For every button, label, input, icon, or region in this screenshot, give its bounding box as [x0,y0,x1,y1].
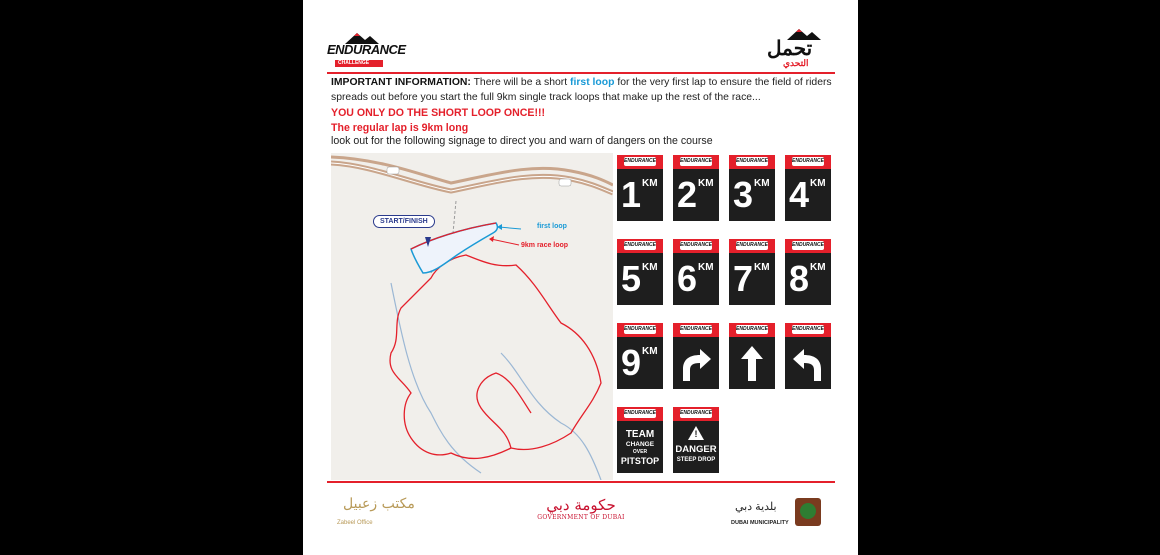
sign-badge: ENDURANCE [736,242,768,248]
sign-badge: ENDURANCE [624,326,656,332]
gov-english: GOVERNMENT OF DUBAI [537,514,625,521]
team-sign-line: PITSTOP [620,456,660,466]
poster-page [303,0,858,555]
km-marker-sign [785,155,831,221]
km-number: 7 [733,258,754,299]
signage-grid [617,153,847,480]
info-lead: IMPORTANT INFORMATION: [331,77,471,88]
km-unit: KM [642,262,658,273]
straight-arrow-icon [734,343,770,388]
start-finish-label: START/FINISH [373,215,435,228]
government-of-dubai-logo [531,496,631,532]
endurance-logo [327,30,406,70]
km-unit: KM [810,262,826,273]
km-unit: KM [642,178,658,189]
team-pitstop-sign [617,407,663,473]
km-marker-sign [729,155,775,221]
important-info [331,76,841,105]
team-sign-line: CHANGE [625,441,655,448]
first-loop-highlight: first loop [570,77,615,88]
sign-badge: ENDURANCE [792,242,824,248]
sign-badge: ENDURANCE [736,158,768,164]
km-unit: KM [810,178,826,189]
gov-arabic: حكومة دبي [546,496,616,514]
sign-badge: ENDURANCE [680,242,712,248]
header-divider [327,72,835,74]
info-text-after: for the very first lap to ensure the field of riders spreads out before you start the full 9km single track loops that make up the rest of the race... [331,77,832,103]
km-marker-sign [673,155,719,221]
sign-badge: ENDURANCE [624,242,656,248]
warning-exclamation: ! [694,429,698,439]
sign-badge: ENDURANCE [680,410,712,416]
km-marker-sign [785,239,831,305]
km-number: 5 [621,258,642,299]
km-marker-sign [673,239,719,305]
first-loop-route [411,223,497,273]
wadi-stream-2 [501,353,601,480]
arabic-endurance-logo [765,28,831,70]
sign-badge: ENDURANCE [624,410,656,416]
km-number: 1 [621,174,642,215]
km-number: 3 [733,174,754,215]
team-sign-line: OVER [632,449,648,455]
km-unit: KM [642,346,658,357]
km-number: 8 [789,258,810,299]
km-number: 6 [677,258,698,299]
km-unit: KM [754,262,770,273]
km-number: 4 [789,174,810,215]
km-marker-sign [617,155,663,221]
sign-badge: ENDURANCE [736,326,768,332]
sign-badge: ENDURANCE [680,158,712,164]
signage-intro: look out for the following signage to direct you and warn of dangers on the course [331,135,713,147]
turn-right-arrow-icon [678,343,714,388]
km-unit: KM [698,178,714,189]
km-marker-sign [617,323,663,389]
info-text-before: There will be a short [470,77,571,88]
km-marker-sign [729,239,775,305]
logo-word: ENDURANCE [327,42,406,57]
zabeel-arabic: مكتب زعبيل [343,496,415,512]
municipality-english: DUBAI MUNICIPALITY [731,520,789,526]
regular-lap-length: The regular lap is 9km long [331,122,469,134]
km-unit: KM [754,178,770,189]
danger-title: DANGER [675,444,717,455]
zabeel-office-logo [333,496,443,532]
course-map [331,153,613,480]
wadi-stream [391,283,481,473]
logo-ribbon: CHALLENGE [335,60,383,67]
dubai-municipality-logo [727,498,837,534]
km-number: 2 [677,174,698,215]
sign-badge: ENDURANCE [792,158,824,164]
sign-badge: ENDURANCE [680,326,712,332]
municipality-arabic: بلدية دبي [735,501,777,513]
logo-arabic-subtext: التحدي [783,58,809,68]
danger-subtitle: STEEP DROP [676,457,716,463]
danger-steep-drop-sign [673,407,719,473]
footer-divider [327,481,835,483]
straight-sign [729,323,775,389]
km-marker-sign [617,239,663,305]
race-loop-label: 9km race loop [521,242,569,249]
zabeel-english: Zabeel Office [337,520,373,526]
warning-short-loop: YOU ONLY DO THE SHORT LOOP ONCE!!! [331,107,546,119]
sign-badge: ENDURANCE [624,158,656,164]
turn-right-sign [673,323,719,389]
km-number: 9 [621,342,642,383]
first-loop-label: first loop [537,223,567,230]
km-unit: KM [698,262,714,273]
sign-badge: ENDURANCE [792,326,824,332]
turn-left-sign [785,323,831,389]
team-sign-line: TEAM [625,429,655,440]
logo-arabic-text: تحمل [767,38,813,60]
turn-left-arrow-icon [790,343,826,388]
